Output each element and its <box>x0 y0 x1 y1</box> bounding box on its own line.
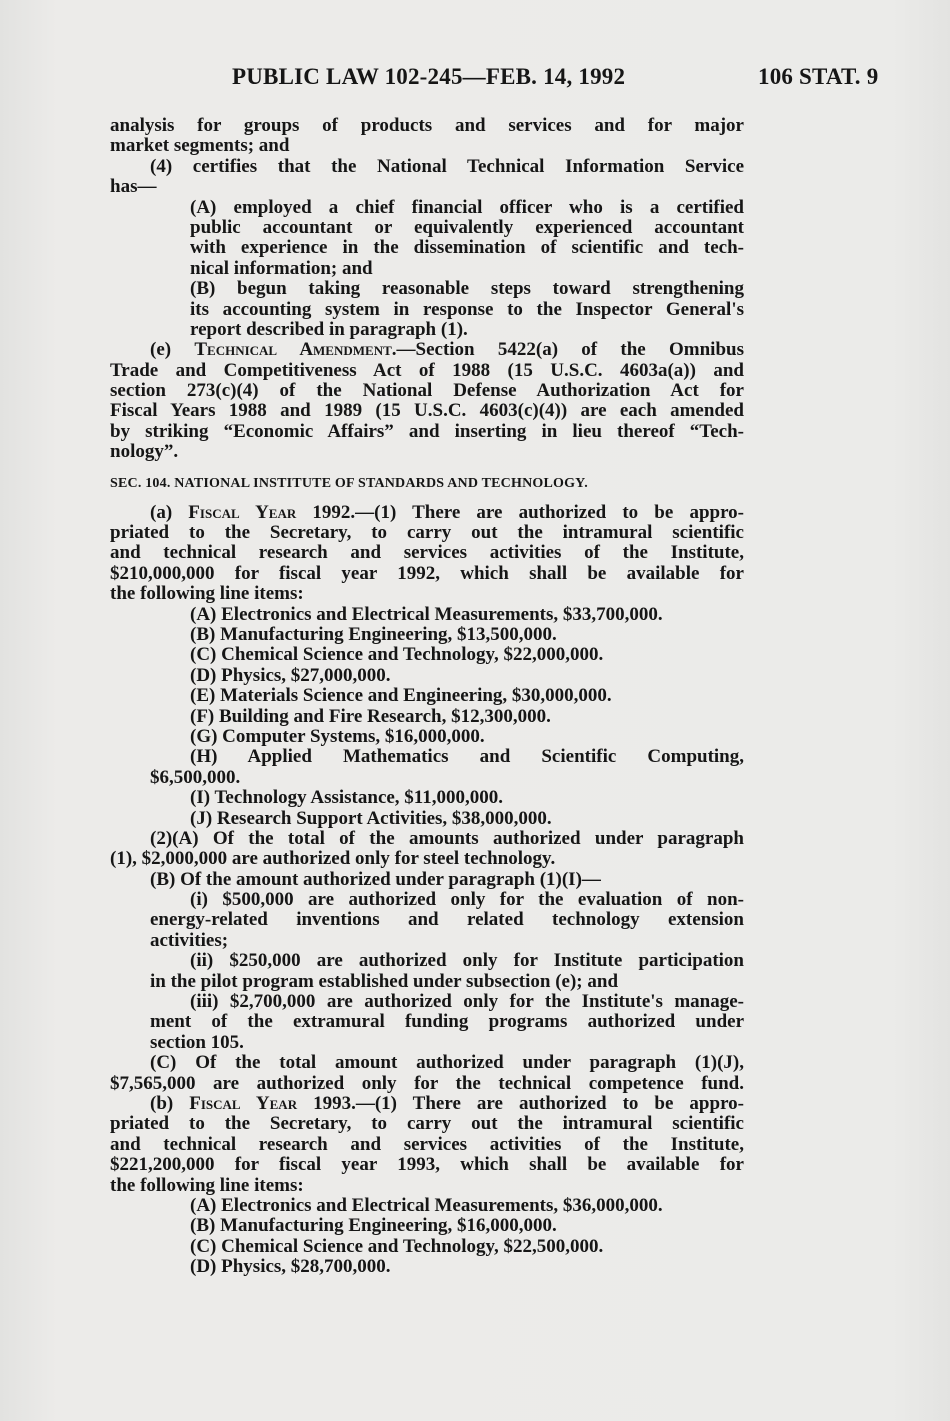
text-line: (C) Chemical Science and Technology, $22,000,000. <box>190 644 604 666</box>
text-line <box>110 1094 744 1114</box>
text-line: (D) Physics, $28,700,000. <box>190 1256 391 1278</box>
statute-page-number: 106 STAT. 9 <box>758 64 879 89</box>
text-line: (F) Building and Fire Research, $12,300,000. <box>190 705 551 727</box>
line-prefix: (a) <box>150 501 189 523</box>
text-line: $7,565,000 are authorized only for the technical competence fund. <box>110 1072 744 1094</box>
document-body <box>110 116 744 1277</box>
text-line: section 273(c)(4) of the National Defense Authorization Act for <box>110 380 744 402</box>
text-line: the following line items: <box>110 583 304 605</box>
text-line: (I) Technology Assistance, $11,000,000. <box>190 787 504 809</box>
text-line: ment of the extramural funding programs authorized under <box>150 1011 744 1033</box>
line-suffix: .—Section 5422(a) of the Omnibus <box>391 339 744 361</box>
text-line: (ii) $250,000 are authorized only for Institute participation <box>190 950 744 972</box>
text-line: the following line items: <box>110 1174 304 1196</box>
text-block-1 <box>110 116 744 463</box>
text-line: priated to the Secretary, to carry out the intramural scientific <box>110 1113 744 1135</box>
text-line: its accounting system in response to the Inspector General's <box>190 298 744 320</box>
text-line: (E) Materials Science and Engineering, $30,000,000. <box>190 685 612 707</box>
text-line: and technical research and services activities of the Institute, <box>110 542 744 564</box>
text-line: (H) Applied Mathematics and Scientific Computing, <box>190 746 744 768</box>
small-caps-heading: Fiscal Year <box>188 501 297 523</box>
text-line: (B) Of the amount authorized under paragraph (1)(I)— <box>150 868 601 890</box>
text-line: activities; <box>150 929 229 951</box>
small-caps-heading: Fiscal Year <box>189 1092 298 1114</box>
text-line: has— <box>110 176 157 198</box>
text-line: (A) Electronics and Electrical Measurements, $36,000,000. <box>190 1194 663 1216</box>
text-line: (D) Physics, $27,000,000. <box>190 664 391 686</box>
text-line: (B) Manufacturing Engineering, $16,000,000. <box>190 1215 557 1237</box>
text-line: $210,000,000 for fiscal year 1992, which shall be available for <box>110 562 744 584</box>
text-line: (J) Research Support Activities, $38,000,000. <box>190 807 552 829</box>
line-suffix: 1993.—(1) There are authorized to be appro- <box>297 1092 744 1114</box>
text-line: (i) $500,000 are authorized only for the evaluation of non- <box>190 889 744 911</box>
text-line: (A) employed a chief financial officer who is a certified <box>190 196 744 218</box>
text-line: report described in paragraph (1). <box>190 318 468 340</box>
section-heading: SEC. 104. NATIONAL INSTITUTE OF STANDARDS AND TECHNOLOGY. <box>110 475 588 491</box>
text-line: nology”. <box>110 441 179 463</box>
text-line: (B) Manufacturing Engineering, $13,500,000. <box>190 623 557 645</box>
text-block-2 <box>110 503 744 1278</box>
line-prefix: (e) <box>150 339 195 361</box>
text-line: $6,500,000. <box>150 766 241 788</box>
text-line: public accountant or equivalently experienced accountant <box>190 216 744 238</box>
text-line: priated to the Secretary, to carry out the intramural scientific <box>110 522 744 544</box>
text-line: (1), $2,000,000 are authorized only for steel technology. <box>110 848 556 870</box>
text-line: (A) Electronics and Electrical Measurements, $33,700,000. <box>190 603 663 625</box>
text-line: (4) certifies that the National Technical Information Service <box>150 155 744 177</box>
small-caps-heading: Technical Amendment <box>194 339 392 361</box>
text-line: section 105. <box>150 1031 244 1053</box>
text-line: by striking “Economic Affairs” and inserting in lieu thereof “Tech- <box>110 420 744 442</box>
text-line: (2)(A) Of the total of the amounts authorized under paragraph <box>150 827 744 849</box>
text-line: (C) Of the total amount authorized under paragraph (1)(J), <box>150 1052 744 1074</box>
text-line: Trade and Competitiveness Act of 1988 (15 U.S.C. 4603a(a)) and <box>110 359 744 381</box>
page-header <box>0 64 950 94</box>
text-line: nical information; and <box>190 257 373 279</box>
text-line: energy-related inventions and related technology extension <box>150 909 744 931</box>
line-suffix: 1992.—(1) There are authorized to be appro- <box>296 501 744 523</box>
text-line: Fiscal Years 1988 and 1989 (15 U.S.C. 4603(c)(4)) are each amended <box>110 400 744 422</box>
text-line: and technical research and services activities of the Institute, <box>110 1133 744 1155</box>
text-line: in the pilot program established under subsection (e); and <box>150 970 619 992</box>
text-line: analysis for groups of products and services and for major <box>110 115 744 136</box>
text-line <box>110 340 744 360</box>
text-line: (G) Computer Systems, $16,000,000. <box>190 725 485 747</box>
running-title: PUBLIC LAW 102-245—FEB. 14, 1992 <box>232 64 626 89</box>
text-line <box>110 503 744 523</box>
line-prefix: (b) <box>150 1092 190 1114</box>
text-line: (iii) $2,700,000 are authorized only for the Institute's manage- <box>190 991 744 1013</box>
text-line: with experience in the dissemination of scientific and tech- <box>190 237 744 259</box>
text-line: market segments; and <box>110 135 290 157</box>
text-line: (C) Chemical Science and Technology, $22,500,000. <box>190 1235 604 1257</box>
text-line: $221,200,000 for fiscal year 1993, which shall be available for <box>110 1154 744 1176</box>
text-line: (B) begun taking reasonable steps toward strengthening <box>190 278 744 300</box>
